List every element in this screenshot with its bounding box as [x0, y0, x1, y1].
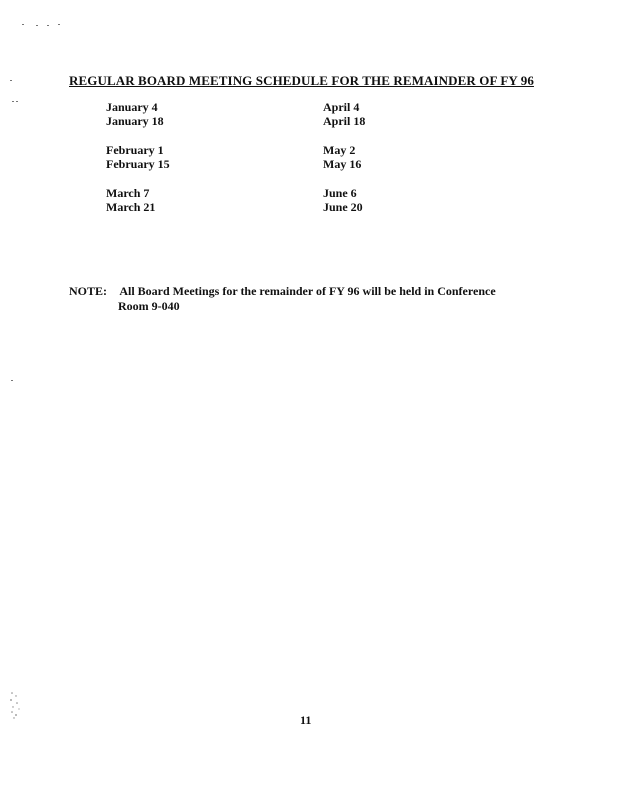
- page-number: 11: [300, 713, 312, 727]
- month-group-february: [106, 143, 266, 171]
- scan-speck: [11, 380, 13, 381]
- note-text: All Board Meetings for the remainder of FY 96 will be held in Conference: [119, 284, 496, 298]
- note-line-2: Room 9-040: [118, 299, 180, 313]
- month-group-may: [323, 143, 483, 171]
- meeting-date: May 2: [323, 143, 356, 157]
- meeting-date: February 1: [106, 143, 164, 157]
- meeting-date: March 7: [106, 186, 150, 200]
- meeting-date: March 21: [106, 200, 156, 214]
- note-line-1: [69, 284, 496, 299]
- scan-speck: [58, 24, 60, 25]
- month-group-april: [323, 100, 483, 128]
- month-group-march: [106, 186, 266, 214]
- month-group-june: [323, 186, 483, 214]
- month-group-january: [106, 100, 266, 128]
- meeting-date: April 18: [323, 114, 366, 128]
- meeting-date: April 4: [323, 100, 360, 114]
- meeting-date: February 15: [106, 157, 170, 171]
- note-label: NOTE:: [69, 284, 108, 298]
- scan-speck: [47, 25, 49, 26]
- meeting-date: June 20: [323, 200, 363, 214]
- scan-speck: [36, 25, 38, 26]
- meeting-date: January 18: [106, 114, 164, 128]
- scan-speck: [10, 80, 12, 81]
- scan-speck: [16, 101, 18, 102]
- scan-smudge: [8, 690, 22, 720]
- scan-speck: [22, 24, 24, 25]
- meeting-location-note: [69, 284, 496, 314]
- meeting-date: January 4: [106, 100, 158, 114]
- scan-speck: [12, 101, 14, 102]
- schedule-column-left: [106, 100, 266, 229]
- schedule-title: REGULAR BOARD MEETING SCHEDULE FOR THE REMAINDER OF FY 96: [69, 73, 534, 88]
- schedule-column-right: [323, 100, 483, 229]
- meeting-date: May 16: [323, 157, 362, 171]
- meeting-date: June 6: [323, 186, 357, 200]
